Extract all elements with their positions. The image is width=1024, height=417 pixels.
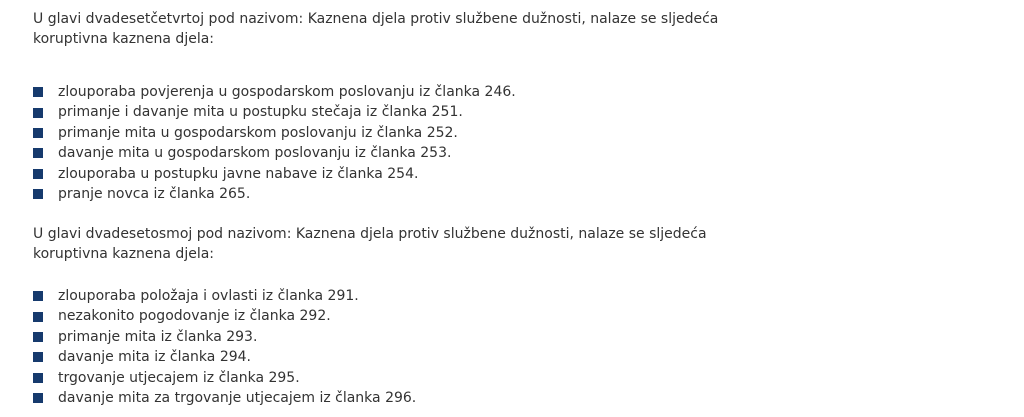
list-item-text: trgovanje utjecajem iz članka 295. [58,369,300,386]
list-item-text: davanje mita u gospodarskom poslovanju iz članka 253. [58,145,452,162]
square-bullet-icon [33,87,43,97]
square-bullet-icon [33,128,43,138]
square-bullet-icon [33,312,43,322]
list-item-text: pranje novca iz članka 265. [58,185,251,202]
list-item [33,327,416,347]
list-item [33,143,516,163]
list-item [33,306,416,326]
list-item [33,164,516,184]
section-2-intro: U glavi dvadesetosmoj pod nazivom: Kaznena djela protiv službene dužnosti, nalaze se sljedeća koruptivna kaznena djela: [33,226,707,262]
list-item [33,388,416,408]
square-bullet-icon [33,393,43,403]
list-item-text: zlouporaba povjerenja u gospodarskom poslovanju iz članka 246. [58,84,516,100]
square-bullet-icon [33,148,43,158]
list-item [33,82,516,102]
list-item-text: zlouporaba položaja i ovlasti iz članka 291. [58,288,359,304]
square-bullet-icon [33,108,43,118]
list-item-text: primanje mita iz članka 293. [58,328,258,345]
square-bullet-icon [33,352,43,362]
square-bullet-icon [33,373,43,383]
square-bullet-icon [33,332,43,342]
section-1-intro: U glavi dvadesetčetvrtoj pod nazivom: Kaznena djela protiv službene dužnosti, nalaze se sljedeća koruptivna kaznena djela: [33,11,719,47]
list-item-text: davanje mita za trgovanje utjecajem iz članka 296. [58,389,417,406]
list-item-text: primanje mita u gospodarskom poslovanju iz članka 252. [58,124,458,141]
list-item [33,368,416,388]
list-item-text: zlouporaba u postupku javne nabave iz članka 254. [58,165,419,182]
list-item [33,102,516,122]
section-2-list [33,286,416,408]
list-item [33,123,516,143]
square-bullet-icon [33,189,43,199]
list-item-text: primanje i davanje mita u postupku stečaja iz članka 251. [58,104,463,121]
list-item-text: nezakonito pogodovanje iz članka 292. [58,308,331,325]
list-item [33,286,416,306]
square-bullet-icon [33,169,43,179]
list-item [33,347,416,367]
square-bullet-icon [33,291,43,301]
section-1-list [33,82,516,204]
list-item-text: davanje mita iz članka 294. [58,349,251,366]
list-item [33,184,516,204]
